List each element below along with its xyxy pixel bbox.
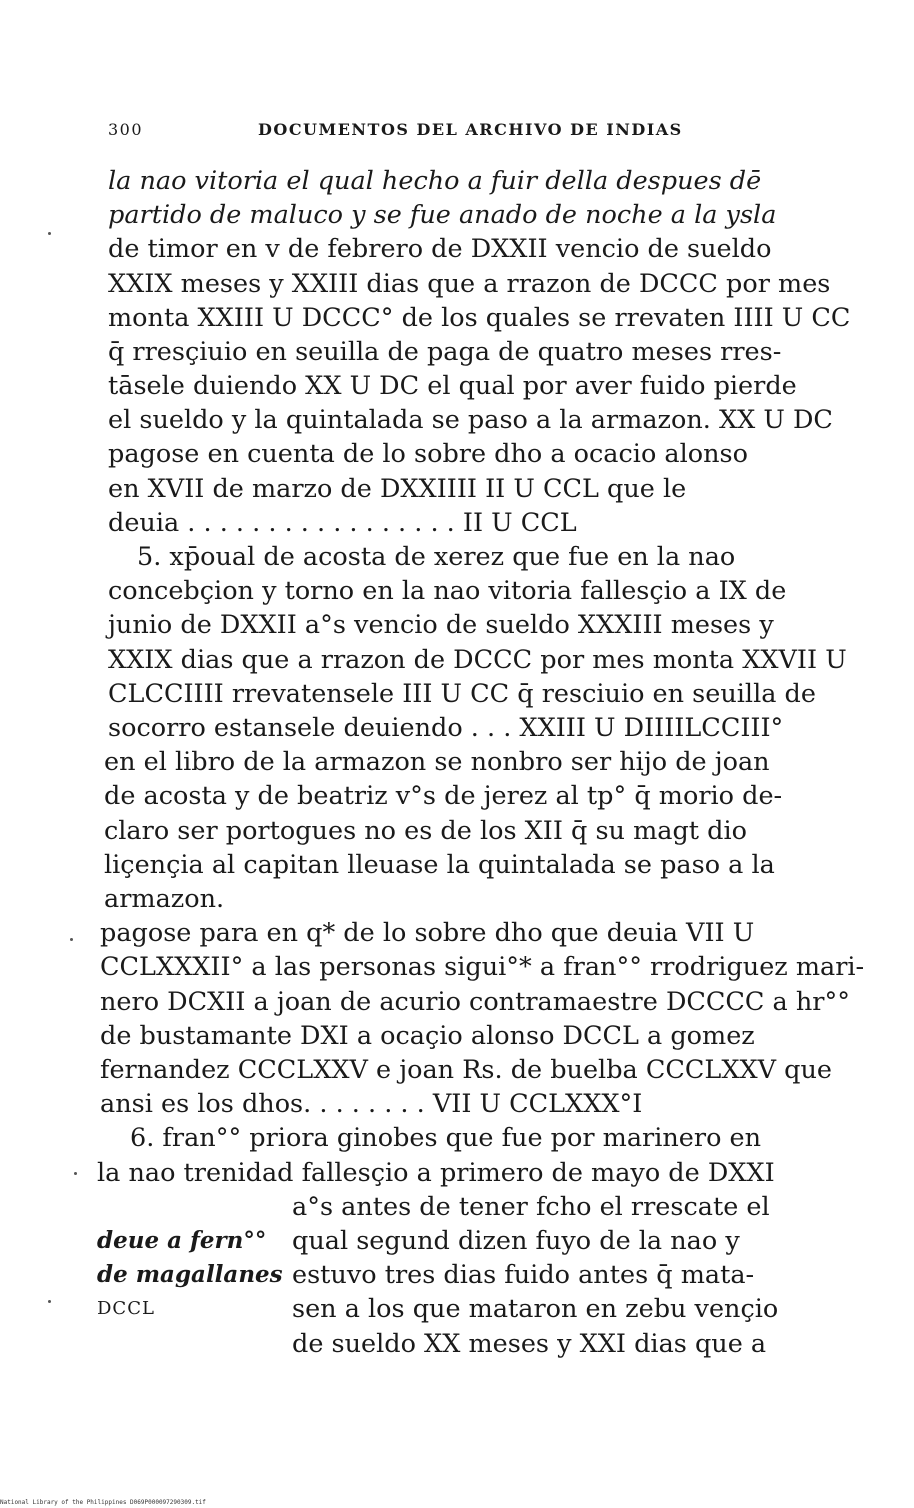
margin-note-line: DCCL — [97, 1298, 155, 1319]
margin-note-line: de magallanes — [97, 1261, 283, 1288]
scan-speck — [48, 232, 51, 235]
text-line: socorro estansele deuiendo . . . XXIII U DIIIILCCIII° — [108, 713, 784, 743]
text-line: de timor en v de febrero de DXXII vencio de sueldo — [108, 234, 772, 264]
text-line: 5. xp̄oual de acosta de xerez que fue en la nao — [137, 542, 736, 572]
text-line: XXIX meses y XXIII dias que a rrazon de DCCC por mes — [108, 269, 831, 299]
text-line: CCLXXXII° a las personas sigui°* a fran°° rrodriguez mari- — [100, 952, 865, 982]
text-line: q̄ rresçiuio en seuilla de paga de quatro meses rres- — [108, 337, 782, 367]
margin-note-line: deue a fern°° — [97, 1227, 267, 1254]
text-line: en XVII de marzo de DXXIIII II U CCL que le — [108, 474, 687, 504]
text-line: monta XXIII U DCCC° de los quales se rrevaten IIII U CC — [108, 303, 851, 333]
text-line: en el libro de la armazon se nonbro ser hijo de joan — [104, 747, 770, 777]
text-line: estuvo tres dias fuido antes q̄ mata- — [292, 1260, 755, 1290]
scan-speck — [74, 1172, 77, 1175]
text-line: partido de maluco y se fue anado de noche a la ysla — [108, 200, 777, 230]
text-line: 6. fran°° priora ginobes que fue por marinero en — [130, 1123, 762, 1153]
text-line: CLCCIIII rrevatensele III U CC q̄ resciuio en seuilla de — [108, 679, 816, 709]
text-line: pagose para en q* de lo sobre dho que deuia VII U — [100, 918, 755, 948]
scan-speck — [48, 1300, 51, 1303]
text-line: la nao vitoria el qual hecho a fuir della despues dē — [108, 166, 762, 196]
text-line: XXIX dias que a rrazon de DCCC por mes monta XXVII U — [108, 645, 847, 675]
text-line: claro ser portogues no es de los XII q̄ su magt dio — [104, 816, 747, 846]
text-line: el sueldo y la quintalada se paso a la armazon. XX U DC — [108, 405, 833, 435]
text-line: sen a los que mataron en zebu vençio — [292, 1294, 779, 1324]
text-line: de acosta y de beatriz v°s de jerez al tp° q̄ morio de- — [104, 781, 783, 811]
text-line: tāsele duiendo XX U DC el qual por aver fuido pierde — [108, 371, 797, 401]
text-line: qual segund dizen fuyo de la nao y — [292, 1226, 740, 1256]
scan-footer: National Library of the Philippines D069P000097290309.tif — [0, 1499, 206, 1506]
text-line: deuia . . . . . . . . . . . . . . . . . II U CCL — [108, 508, 577, 538]
running-title: DOCUMENTOS DEL ARCHIVO DE INDIAS — [258, 120, 683, 139]
text-line: ansi es los dhos. . . . . . . . VII U CCLXXX°I — [100, 1089, 643, 1119]
text-line: concebçion y torno en la nao vitoria fallesçio a IX de — [108, 576, 787, 606]
scan-speck — [70, 938, 73, 941]
text-line: armazon. — [104, 884, 225, 914]
text-line: pagose en cuenta de lo sobre dho a ocacio alonso — [108, 439, 748, 469]
text-line: fernandez CCCLXXV e joan Rs. de buelba CCCLXXV que — [100, 1055, 832, 1085]
text-line: nero DCXII a joan de acurio contramaestre DCCCC a hr°° — [100, 987, 850, 1017]
page-number: 300 — [108, 120, 144, 139]
text-line: a°s antes de tener fcho el rrescate el — [292, 1192, 770, 1222]
text-line: liçençia al capitan lleuase la quintalada se paso a la — [104, 850, 775, 880]
text-line: la nao trenidad fallesçio a primero de mayo de DXXI — [97, 1158, 775, 1188]
text-line: de bustamante DXI a ocaçio alonso DCCL a gomez — [100, 1021, 755, 1051]
text-line: junio de DXXII a°s vencio de sueldo XXXIII meses y — [108, 610, 774, 640]
text-line: de sueldo XX meses y XXI dias que a — [292, 1329, 767, 1359]
